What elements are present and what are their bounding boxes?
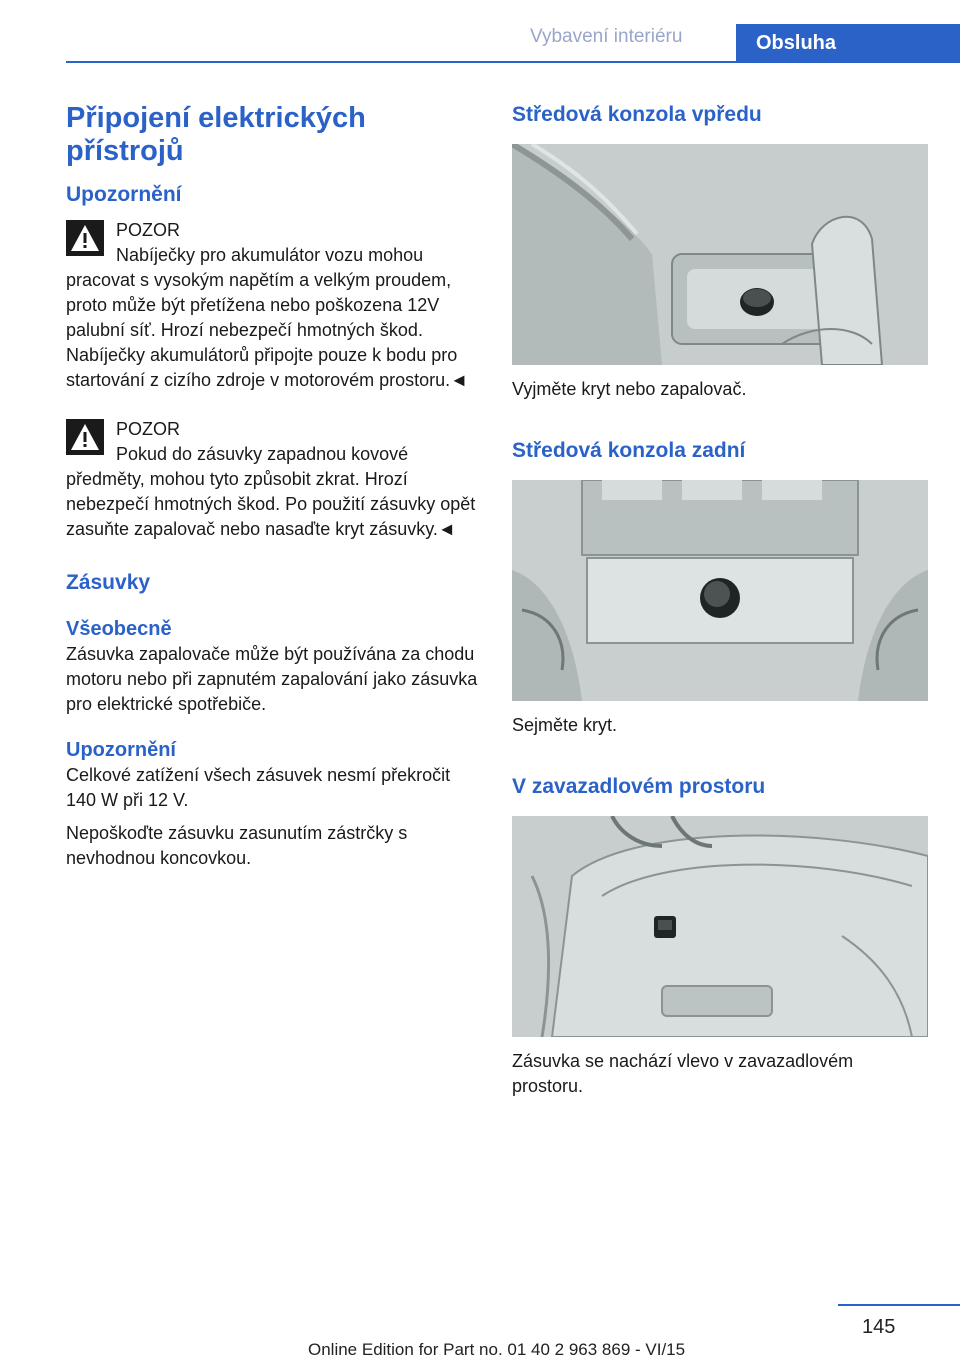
notice2-heading: Upozornění xyxy=(66,739,176,761)
sockets-heading: Zásuvky xyxy=(66,571,151,594)
rear-console-heading: Středová konzola zadní xyxy=(512,439,746,462)
front-console-illustration xyxy=(512,144,928,365)
warning-text-first-line: Pokud do zásuvky zapadnou kovové xyxy=(116,444,409,464)
notice2-text-1: Celkové zatížení všech zásuvek nesmí překročit 140 W při 12 V. xyxy=(66,765,451,810)
warning-triangle-icon xyxy=(66,220,104,256)
rear-console-photo xyxy=(512,480,928,701)
header-chapter-tab[interactable]: Obsluha xyxy=(736,24,960,62)
trunk-caption: Zásuvka se nachází vlevo v zavazadlovém prostoru. xyxy=(512,1051,854,1096)
rear-console-caption: Sejměte kryt. xyxy=(512,715,618,735)
trunk-heading: V zavazadlovém prostoru xyxy=(512,775,766,798)
footer-rule xyxy=(838,1304,960,1306)
header-section-tab[interactable]: Vybavení interiéru xyxy=(530,26,683,47)
page-number: 145 xyxy=(862,1316,896,1338)
header-rule xyxy=(66,61,960,63)
warning-block-1 xyxy=(66,218,478,393)
front-console-heading: Středová konzola vpředu xyxy=(512,103,762,126)
left-column xyxy=(66,102,478,871)
warning-text: pracovat s vysokým napětím a velkým proudem, proto může být přetížena nebo poškozena 12V palubní síť. Hrozí nebezpečí hmotných škod. Nabíječky akumulátorů připojte pouze k bodu pro startování z cizího zdroje v motorovém prostoru.◄ xyxy=(66,270,468,390)
page-title: Připojení elektrických přístrojů xyxy=(66,102,366,167)
trunk-photo xyxy=(512,816,928,1037)
warning-label: POZOR xyxy=(116,220,181,240)
front-console-caption: Vyjměte kryt nebo zapalovač. xyxy=(512,379,747,399)
general-heading: Všeobecně xyxy=(66,618,172,640)
warning-label: POZOR xyxy=(116,419,181,439)
trunk-illustration xyxy=(512,816,928,1037)
general-text: Zásuvka zapalovače může být používána za chodu motoru nebo při zapnutém zapalování jako zásuvka pro elektrické spotřebiče. xyxy=(66,644,478,714)
notice-heading: Upozornění xyxy=(66,183,182,206)
warning-block-2 xyxy=(66,417,478,542)
front-console-photo xyxy=(512,144,928,365)
notice2-text-2: Nepoškoďte zásuvku zasunutím zástrčky s nevhodnou koncovkou. xyxy=(66,823,408,868)
right-column xyxy=(512,102,928,1099)
rear-console-illustration xyxy=(512,480,928,701)
edition-footer: Online Edition for Part no. 01 40 2 963 869 - VI/15 xyxy=(308,1340,686,1359)
warning-text: předměty, mohou tyto způsobit zkrat. Hrozí nebezpečí hmotných škod. Po použití zásuvky opět zasuňte zapalovač nebo nasaďte kryt zásuvky.◄ xyxy=(66,469,476,539)
warning-triangle-icon xyxy=(66,419,104,455)
warning-text-first-line: Nabíječky pro akumulátor vozu mohou xyxy=(116,245,424,265)
